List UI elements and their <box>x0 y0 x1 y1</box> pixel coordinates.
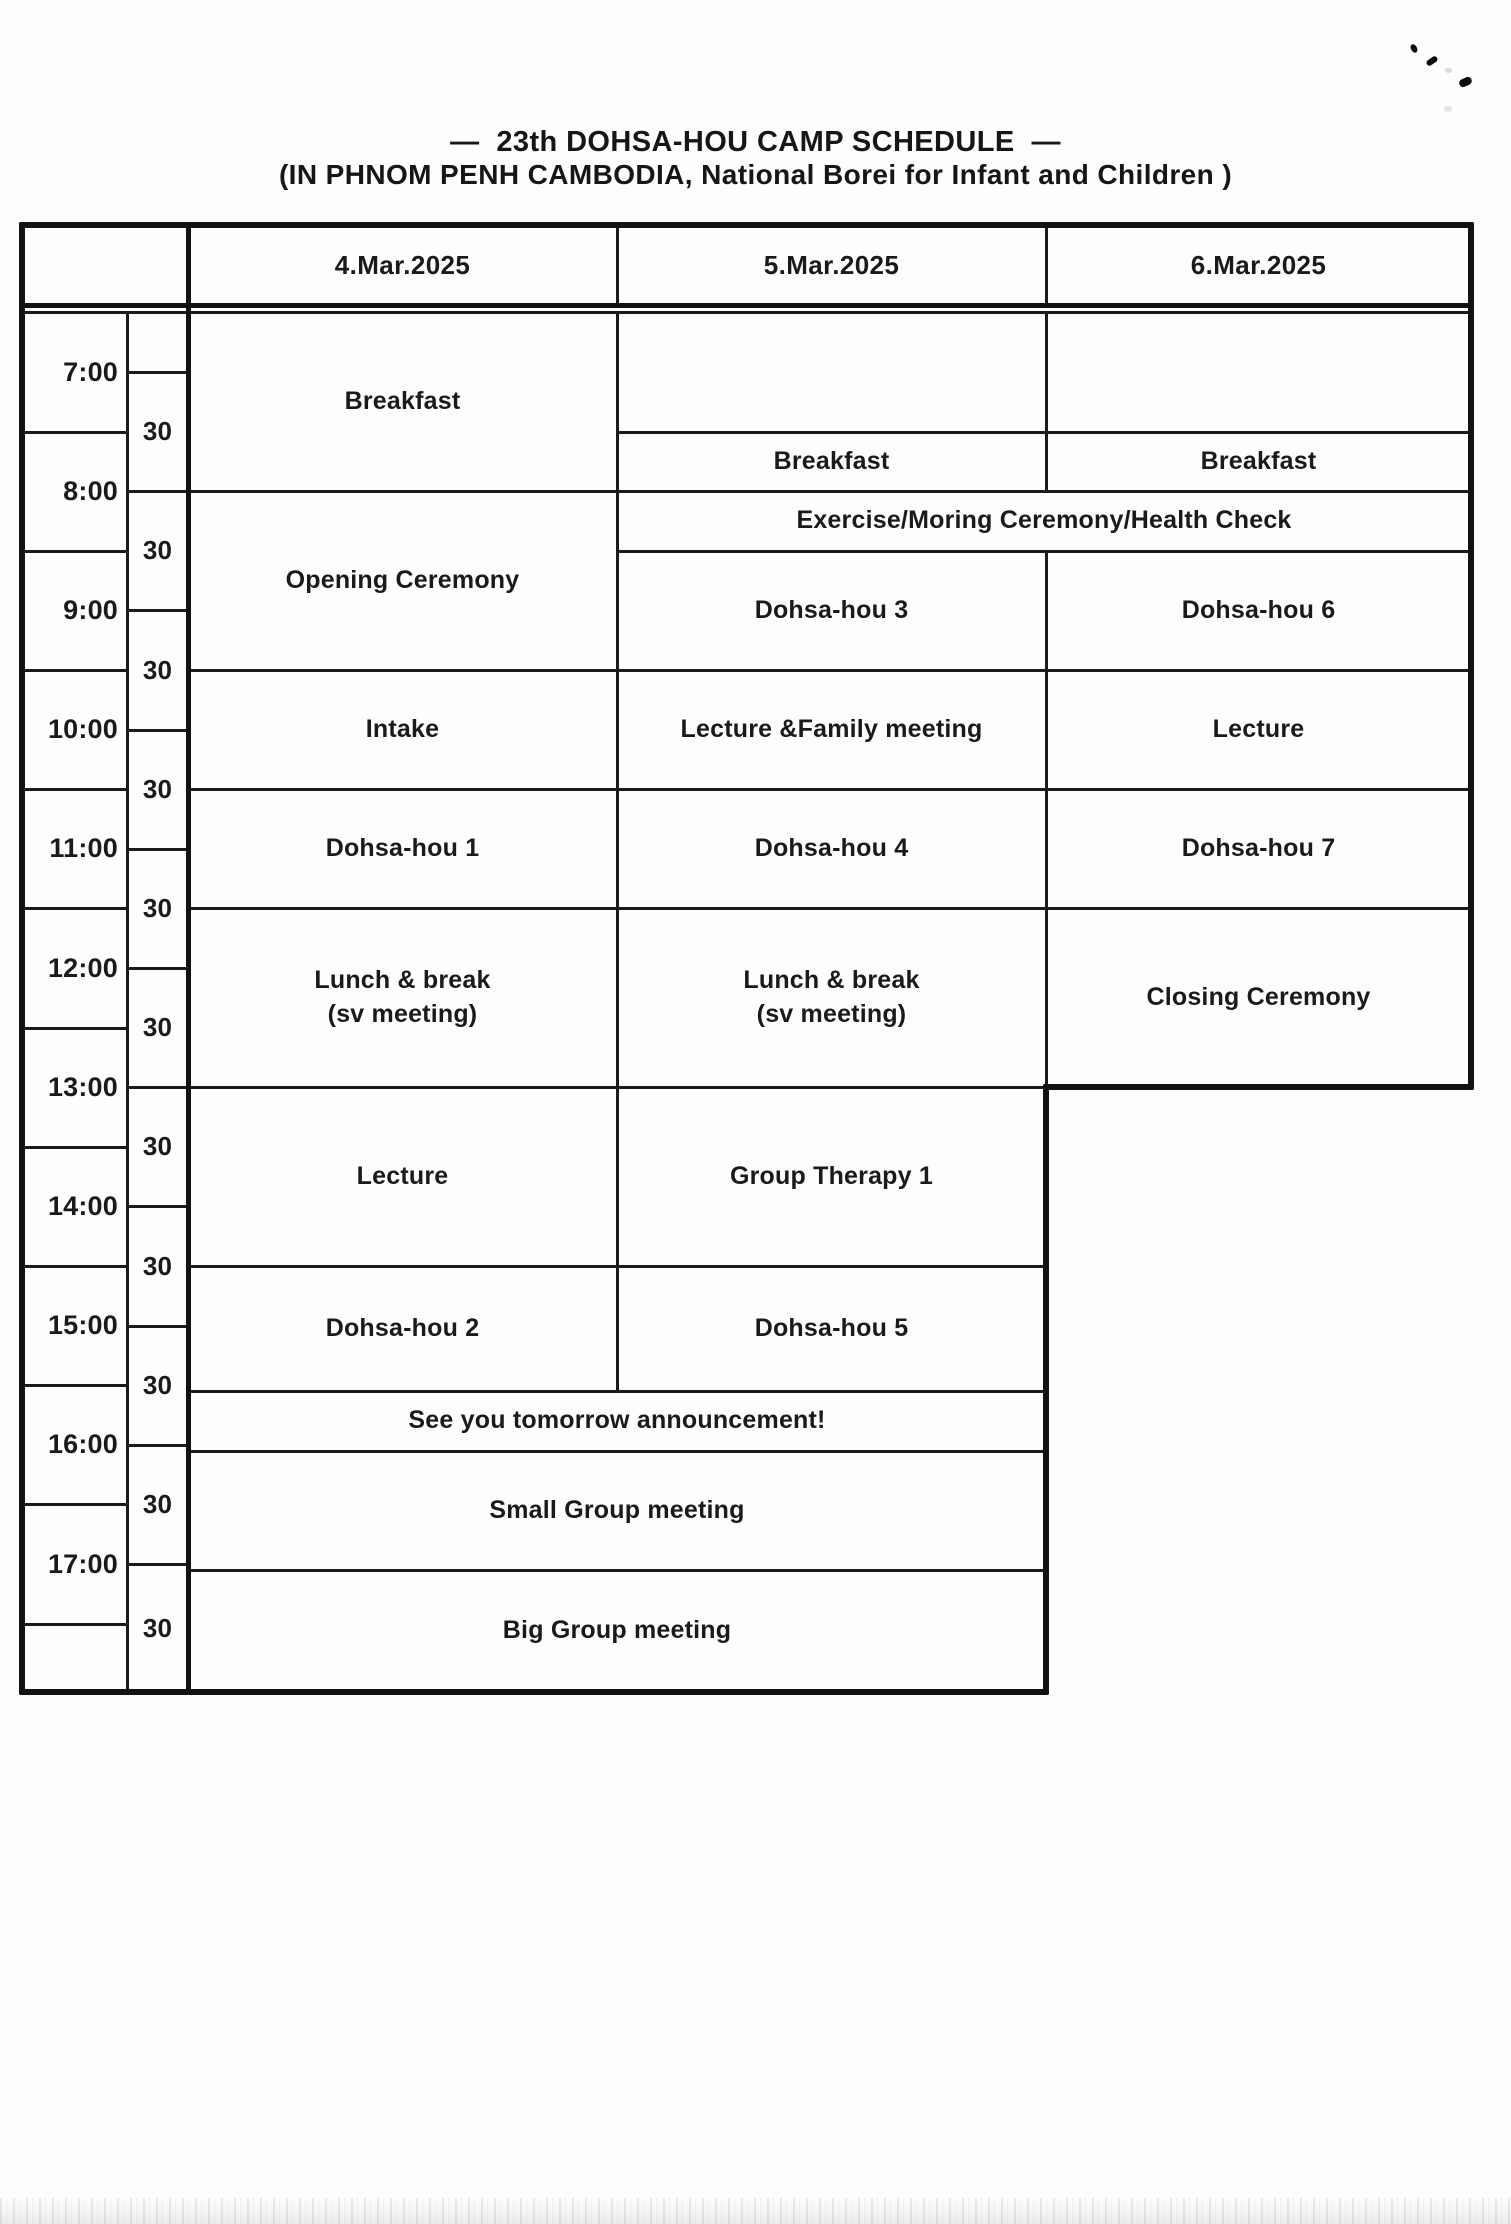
half-hour-label-1130: 30 <box>142 893 173 924</box>
hour-label-17-00: 17:00 <box>47 1548 118 1579</box>
event-cell-empty-mar6 <box>1045 311 1473 434</box>
date-header-4-mar-2025: 4.Mar.2025 <box>334 249 471 280</box>
event-label-breakfast-mar6: Breakfast <box>1200 446 1317 475</box>
event-label-exercise-moring-ceremony-health-check-mar5-mar6: Exercise/Moring Ceremony/Health Check <box>796 506 1292 535</box>
table-border-bottom <box>19 1689 1049 1695</box>
event-label-dohsa-hou-7-mar6: Dohsa-hou 7 <box>1181 833 1336 862</box>
hour-label-12-00: 12:00 <box>47 952 118 983</box>
event-label-breakfast-mar5: Breakfast <box>773 446 890 475</box>
event-label-lecture-mar4: Lecture <box>356 1161 449 1190</box>
hour-label-8-00: 8:00 <box>63 476 118 507</box>
event-label-lunch-break-mar4: Lunch & break (sv meeting) <box>314 966 491 1028</box>
half-hour-label-830: 30 <box>142 535 173 566</box>
hour-label-7-00: 7:00 <box>63 356 118 387</box>
table-border-left <box>19 222 25 1695</box>
event-label-intake-mar4: Intake <box>365 714 440 743</box>
hour-label-10-00: 10:00 <box>47 714 118 745</box>
date-header-5-mar-2025: 5.Mar.2025 <box>763 249 900 280</box>
event-label-dohsa-hou-1-mar4: Dohsa-hou 1 <box>325 833 480 862</box>
event-label-dohsa-hou-3-mar5: Dohsa-hou 3 <box>754 595 909 624</box>
table-border-right-lower <box>1043 1084 1049 1695</box>
event-label-dohsa-hou-6-mar6: Dohsa-hou 6 <box>1181 595 1336 624</box>
page-title: — 23th DOHSA-HOU CAMP SCHEDULE — <box>450 126 1061 158</box>
table-border-right-upper <box>1468 222 1474 1090</box>
event-label-lecture-mar6: Lecture <box>1212 714 1305 743</box>
hour-label-15-00: 15:00 <box>47 1310 118 1341</box>
event-label-small-group-meeting-mar4-mar5: Small Group meeting <box>489 1495 745 1524</box>
page-subtitle: (IN PHNOM PENH CAMBODIA, National Borei for Infant and Children ) <box>278 159 1233 190</box>
event-label-breakfast-mar4: Breakfast <box>344 386 461 415</box>
event-label-dohsa-hou-5-mar5: Dohsa-hou 5 <box>754 1313 909 1342</box>
half-hour-label-1730: 30 <box>142 1612 173 1643</box>
event-cell-empty-mar5 <box>616 311 1048 434</box>
hour-label-13-00: 13:00 <box>47 1072 118 1103</box>
hour-cell-stub <box>21 1623 129 1694</box>
hour-label-9-00: 9:00 <box>63 595 118 626</box>
half-hour-label-1630: 30 <box>142 1489 173 1520</box>
table-border-mar6-bottom <box>1043 1084 1474 1090</box>
scan-noise-band <box>0 2198 1511 2224</box>
event-label-closing-ceremony-mar6: Closing Ceremony <box>1146 982 1371 1011</box>
event-label-lecture-family-meeting-mar5: Lecture &Family meeting <box>680 714 983 743</box>
hour-label-14-00: 14:00 <box>47 1191 118 1222</box>
event-label-group-therapy-1-mar5: Group Therapy 1 <box>729 1161 934 1190</box>
half-hour-label-1030: 30 <box>142 774 173 805</box>
event-label-lunch-break-mar5: Lunch & break (sv meeting) <box>743 966 920 1028</box>
table-border-header-bottom <box>19 303 1474 308</box>
half-hour-label-1230: 30 <box>142 1012 173 1043</box>
half-hour-label-930: 30 <box>142 654 173 685</box>
hour-label-16-00: 16:00 <box>47 1429 118 1460</box>
table-border-top <box>19 222 1474 228</box>
event-label-dohsa-hou-4-mar5: Dohsa-hou 4 <box>754 833 909 862</box>
event-label-dohsa-hou-2-mar4: Dohsa-hou 2 <box>325 1313 480 1342</box>
header-corner-cell <box>21 224 190 307</box>
half-hour-label-1430: 30 <box>142 1250 173 1281</box>
event-label-see-you-tomorrow-announcement-mar4-mar5: See you tomorrow announcement! <box>408 1406 826 1435</box>
hour-label-11-00: 11:00 <box>49 833 118 864</box>
half-hour-label-730: 30 <box>142 416 173 447</box>
table-border-time-divider <box>186 222 191 1695</box>
half-hour-stub-cell <box>126 311 190 374</box>
event-label-opening-ceremony-mar4: Opening Ceremony <box>285 565 520 594</box>
event-label-big-group-meeting-mar4-mar5: Big Group meeting <box>502 1616 732 1645</box>
half-hour-label-1530: 30 <box>142 1370 173 1401</box>
half-hour-label-1330: 30 <box>142 1131 173 1162</box>
date-header-6-mar-2025: 6.Mar.2025 <box>1190 249 1327 280</box>
